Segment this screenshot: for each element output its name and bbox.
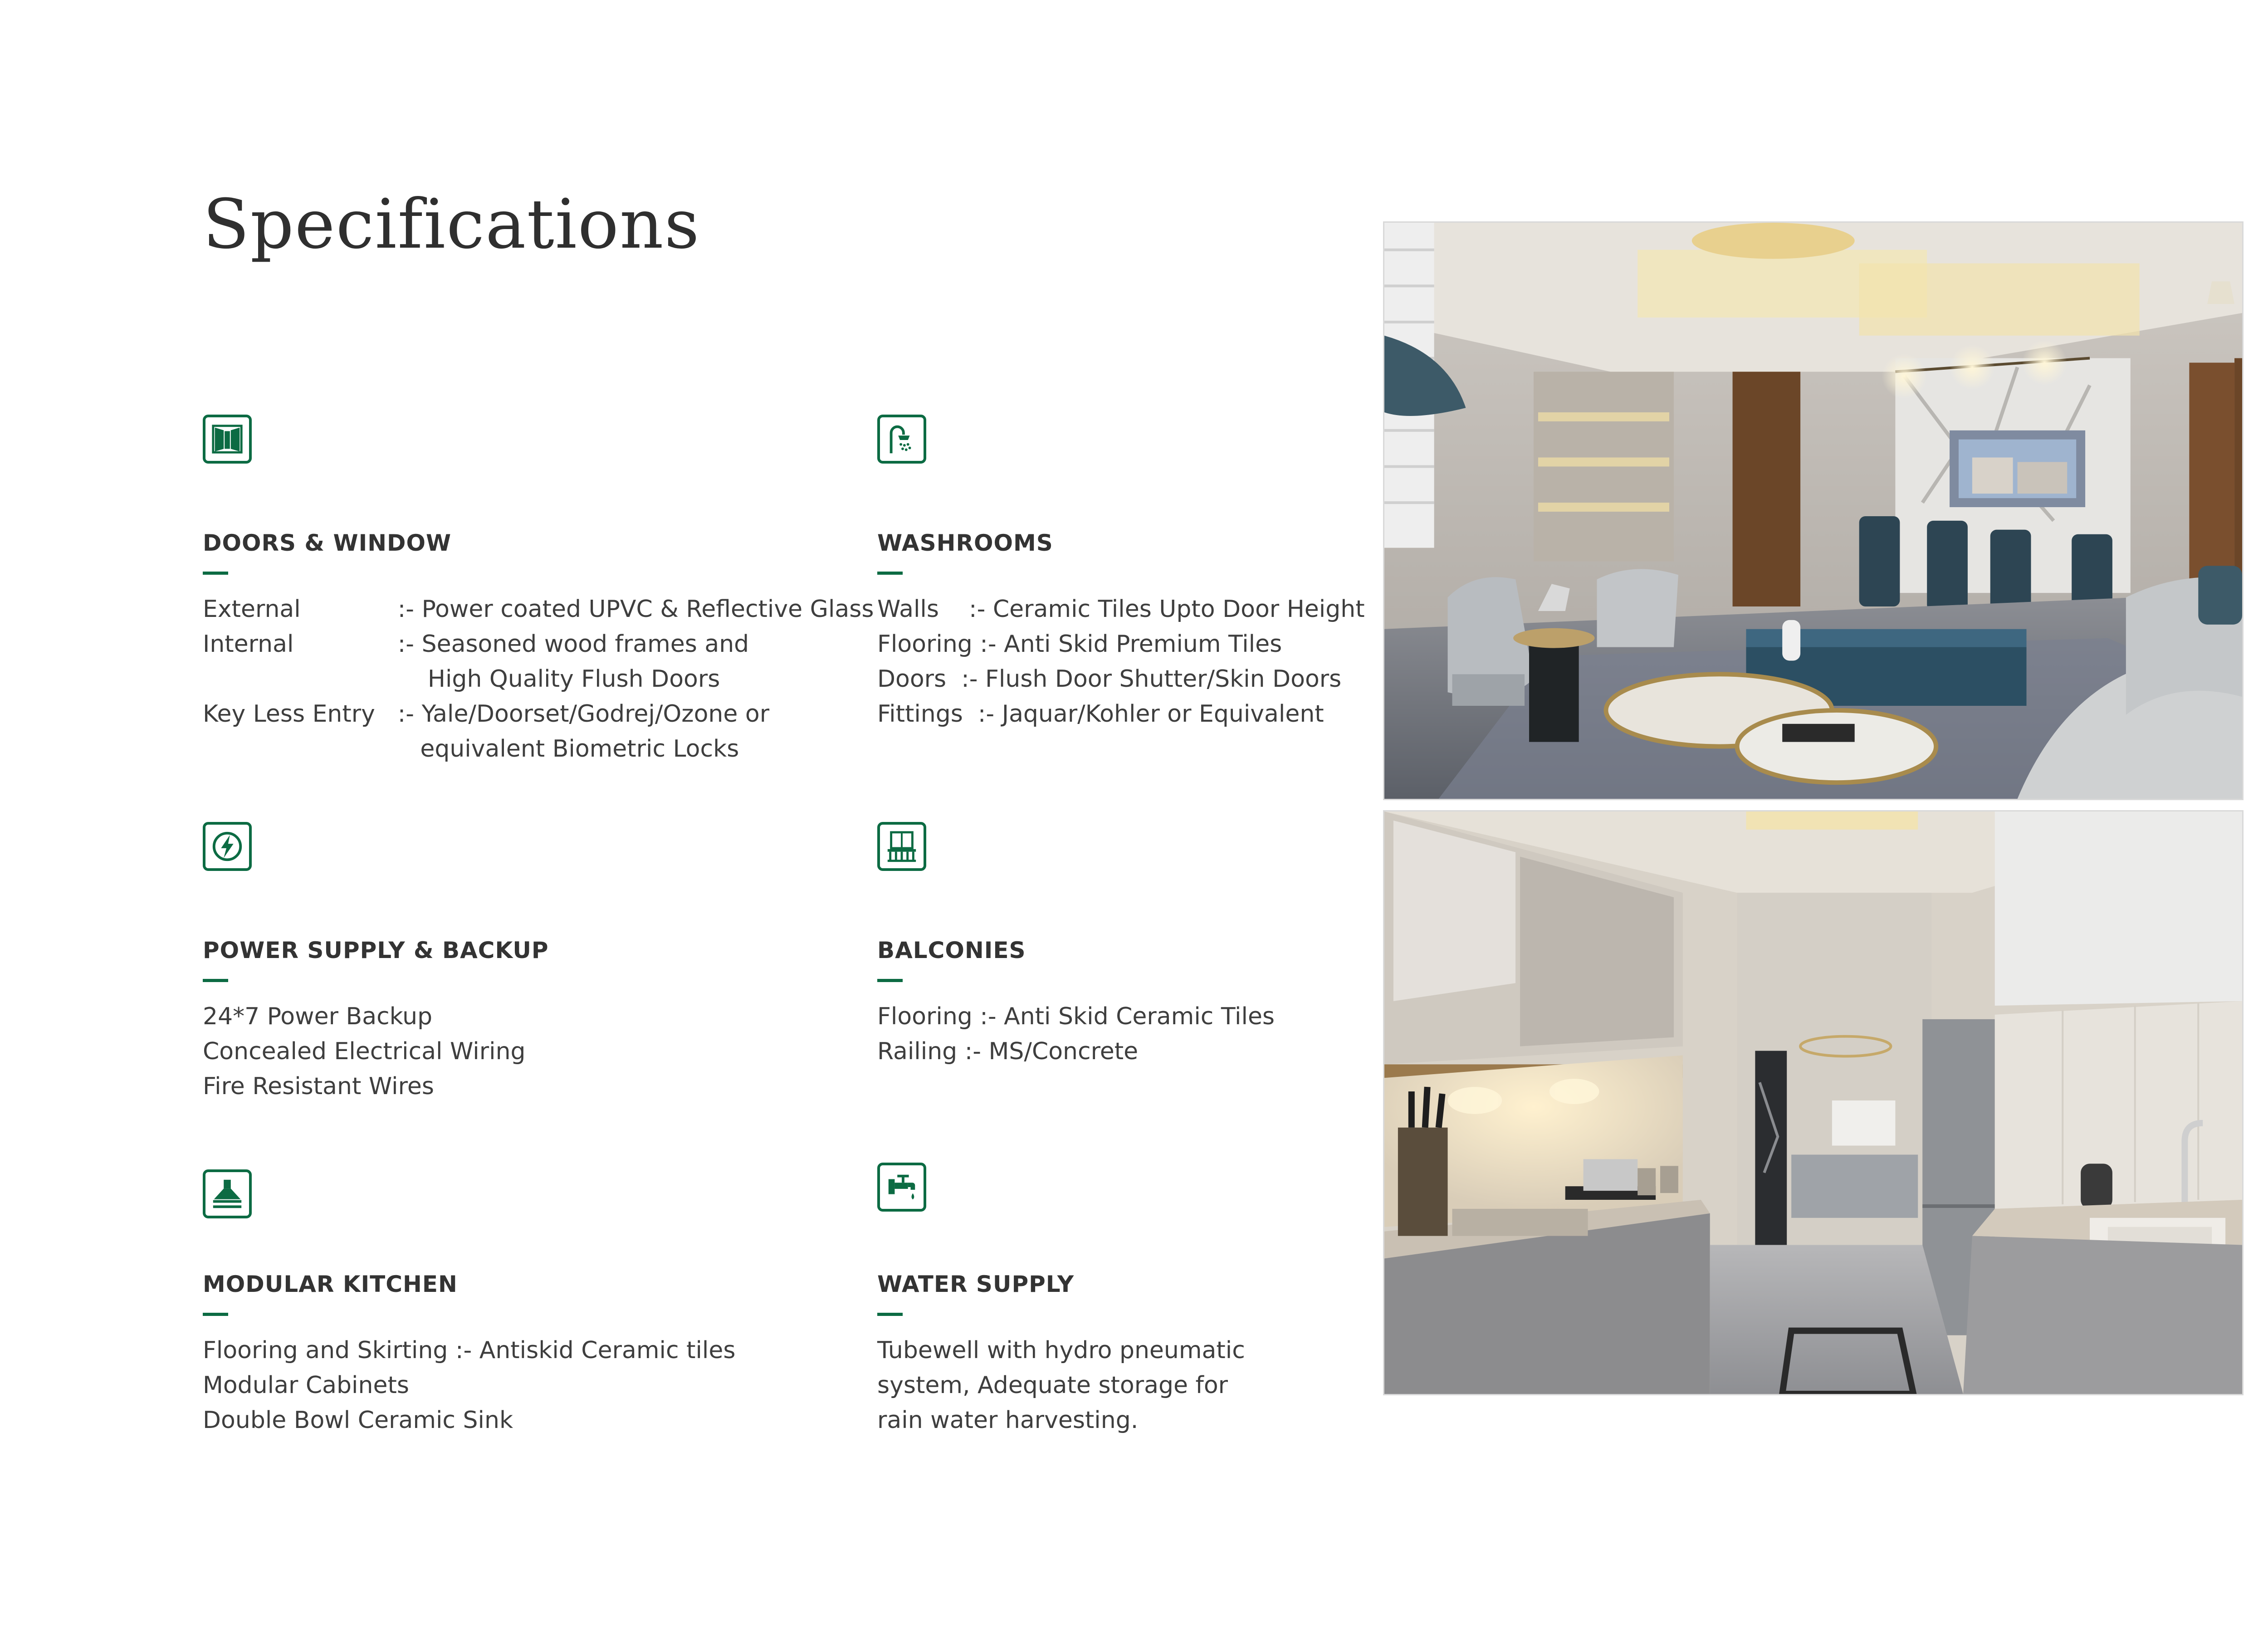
- page-title: Specifications: [203, 185, 700, 264]
- kitchen-photo: [1383, 810, 2244, 1395]
- spec-heading: WATER SUPPLY: [877, 1271, 1075, 1297]
- spec-key: Internal: [203, 631, 376, 658]
- spec-line: Flooring :- Anti Skid Premium Tiles: [877, 631, 1282, 658]
- spec-text: [203, 999, 838, 1104]
- spec-key: Key Less Entry: [203, 700, 383, 728]
- spec-line: Flooring :- Anti Skid Ceramic Tiles: [877, 1003, 1275, 1030]
- spec-value: :- Power coated UPVC & Reflective Glass: [397, 596, 874, 623]
- heading-underline: [877, 1313, 903, 1316]
- heading-underline: [877, 572, 903, 575]
- heading-underline: [877, 979, 903, 982]
- spec-line: Walls :- Ceramic Tiles Upto Door Height: [877, 596, 1365, 623]
- water-tap-icon: [877, 1163, 926, 1212]
- spec-heading: WASHROOMS: [877, 530, 1053, 556]
- spec-heading: MODULAR KITCHEN: [203, 1271, 458, 1297]
- balcony-railing-icon: [877, 822, 926, 871]
- spec-text: [203, 1333, 838, 1438]
- spec-line: system, Adequate storage for: [877, 1372, 1228, 1399]
- lightning-bolt-icon: [203, 822, 252, 871]
- spec-value: :- Seasoned wood frames and: [397, 631, 749, 658]
- spec-line: Modular Cabinets: [203, 1372, 409, 1399]
- spec-line: Concealed Electrical Wiring: [203, 1038, 526, 1065]
- spec-modular-kitchen: [203, 1169, 838, 1438]
- shower-icon: [877, 415, 926, 464]
- spec-value: High Quality Flush Doors: [397, 665, 720, 693]
- living-room-photo: [1383, 221, 2244, 800]
- spec-heading: DOORS & WINDOW: [203, 530, 452, 556]
- spec-value: :- Yale/Doorset/Godrej/Ozone or: [397, 700, 770, 728]
- spec-line: Flooring and Skirting :- Antiskid Ceramic tiles: [203, 1337, 736, 1364]
- spec-line: Fittings :- Jaquar/Kohler or Equivalent: [877, 700, 1324, 728]
- window-icon: [203, 415, 252, 464]
- spec-power-supply: [203, 822, 838, 1104]
- spec-line: 24*7 Power Backup: [203, 1003, 433, 1030]
- kitchen-hood-icon: [203, 1169, 252, 1218]
- spec-key: [203, 662, 398, 697]
- heading-underline: [203, 979, 228, 982]
- spec-heading: POWER SUPPLY & BACKUP: [203, 937, 549, 963]
- spec-key-value-list: [203, 592, 874, 767]
- spec-line: Railing :- MS/Concrete: [877, 1038, 1139, 1065]
- spec-key: [203, 732, 398, 767]
- spec-value: equivalent Biometric Locks: [397, 735, 739, 763]
- spec-doors-window: [203, 415, 874, 767]
- spec-heading: BALCONIES: [877, 937, 1026, 963]
- spec-line: Fire Resistant Wires: [203, 1073, 434, 1100]
- heading-underline: [203, 572, 228, 575]
- spec-line: rain water harvesting.: [877, 1407, 1139, 1434]
- spec-line: Double Bowl Ceramic Sink: [203, 1407, 513, 1434]
- heading-underline: [203, 1313, 228, 1316]
- spec-key: External: [203, 596, 376, 623]
- spec-line: Tubewell with hydro pneumatic: [877, 1337, 1245, 1364]
- spec-line: Doors :- Flush Door Shutter/Skin Doors: [877, 665, 1342, 693]
